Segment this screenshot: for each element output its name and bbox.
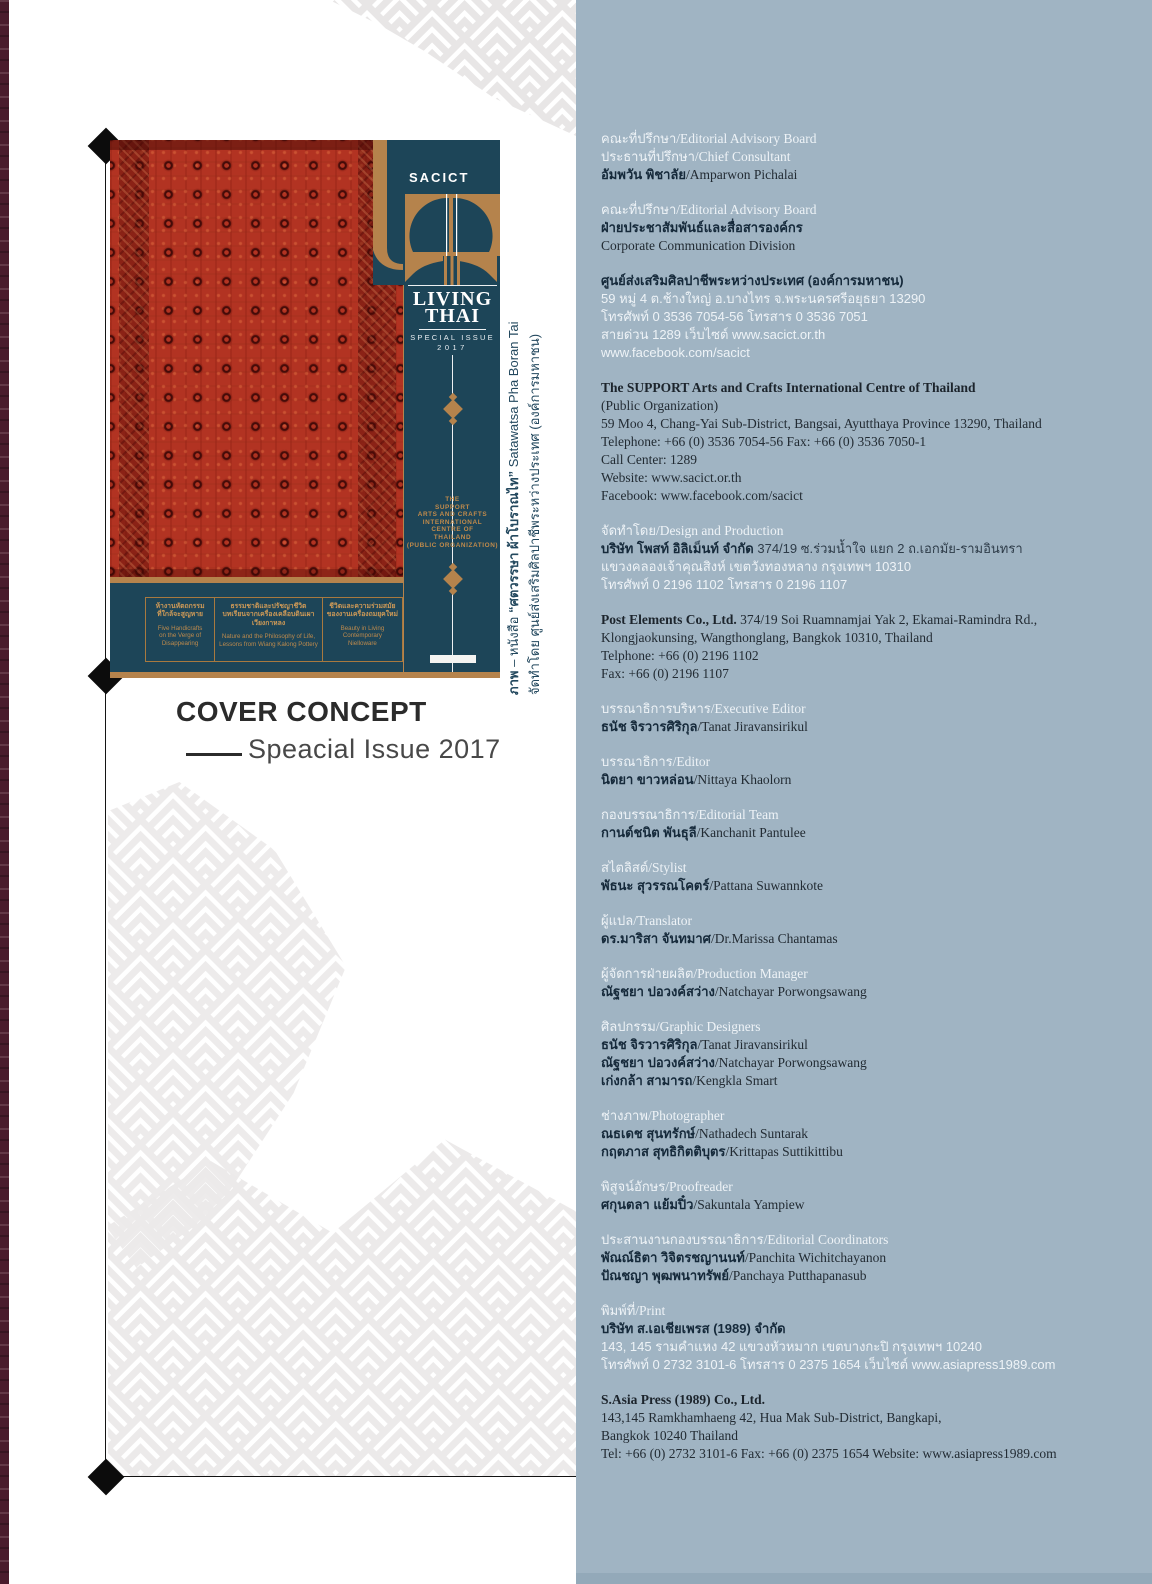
photo-credit-caption [503,285,549,695]
credit-section [601,522,1091,594]
credits-column [601,130,1091,1463]
credit-line: Call Center: 1289 [601,452,697,467]
teaser-english-text: Beauty in Living Contemporary Nielloware [340,624,385,647]
credit-line: ศกุนตลา แย้มปิ๋ว/Sakuntala Yampiew [601,1197,805,1212]
credit-line: จัดทำโดย/Design and Production [601,523,784,538]
credit-line: บริษัท ส.เอเชียเพรส (1989) จำกัด [601,1321,786,1336]
credit-line: นิตยา ขาวหล่อน/Nittaya Khaolorn [601,772,792,787]
title-bottom-rule [419,329,486,330]
support-line: INTERNATIONAL [422,518,483,526]
credit-section [601,700,1091,736]
fabric-bottom-edge [110,569,403,577]
credit-line: 143,145 Ramkhamhaeng 42, Hua Mak Sub-District, Bangkapi, [601,1410,942,1425]
gold-diamond-ornament [443,562,462,596]
cover-concept-subtitle: Speacial Issue 2017 [248,734,501,764]
credit-line: กฤตภาส สุทธิกิตติบุตร/Krittapas Suttikittibu [601,1144,843,1159]
fret-pattern-top [302,0,576,136]
title-top-rule [408,285,497,286]
credit-line: ธนัช จิรวารศิริกุล/Tanat Jiravansirikul [601,719,808,734]
credit-line: www.facebook.com/sacict [601,345,750,360]
credit-line: โทรศัพท์ 0 2196 1102 โทรสาร 0 2196 1107 [601,577,848,592]
credit-line: สายด่วน 1289 เว็บไซต์ www.sacict.or.th [601,327,826,342]
support-line: (PUBLIC ORGANIZATION) [406,541,499,549]
credit-line: อัมพวัน พิชาลัย/Amparwon Pichalai [601,167,798,182]
credit-line: Fax: +66 (0) 2196 1107 [601,666,729,681]
credit-line: กองบรรณาธิการ/Editorial Team [601,807,779,822]
credit-line: Klongjaokunsing, Wangthonglang, Bangkok 10310, Thailand [601,630,933,645]
teaser-cell [146,598,214,661]
fabric-left-selvage [119,140,149,583]
cover-subtitle: SPECIAL ISSUE [410,333,495,342]
support-line: CENTRE OF [431,526,474,534]
credit-line: ณัฐชยา ปอวงค์สว่าง/Natchayar Porwongsawang [601,1055,867,1070]
credit-line: พัธนะ สุวรรณโคตร์/Pattana Suwannkote [601,878,823,893]
credit-line: กานต์ชนิต พันธุลี/Kanchanit Pantulee [601,825,806,840]
page-border-vertical-line [105,146,106,1477]
cover-concept-title: COVER CONCEPT [176,696,427,727]
teaser-cell [214,598,322,661]
credit-line: เก่งกล้า สามารถ/Kengkla Smart [601,1073,778,1088]
credit-section [601,965,1091,1001]
credit-section [601,1231,1091,1285]
credit-line: ณธเดช สุนทรักษ์/Nathadech Suntarak [601,1126,808,1141]
credit-line: Telphone: +66 (0) 2196 1102 [601,648,759,663]
credit-line: พิมพ์ที่/Print [601,1303,666,1318]
teaser-thai-text: ห้างานหัตถกรรม ที่ใกล้จะสูญหาย [155,603,205,619]
credit-section [601,806,1091,842]
credit-line: แขวงคลองเจ้าคุณสิงห์ เขตวังทองหลาง กรุงเทพฯ 10310 [601,559,912,574]
credit-line: ประสานงานกองบรรณาธิการ/Editorial Coordinators [601,1232,889,1247]
support-line: THAILAND [433,533,472,541]
credit-line: 59 หมู่ 4 ต.ช้างใหญ่ อ.บางไทร จ.พระนครศรีอยุธยา 13290 [601,291,926,306]
credit-line: Tel: +66 (0) 2732 3101-6 Fax: +66 (0) 2375 1654 Website: www.asiapress1989.com [601,1446,1057,1461]
credit-line: Facebook: www.facebook.com/sacict [601,488,803,503]
magazine-cover [110,140,500,678]
teaser-thai-text: ชีวิตและความร่วมสมัย ของงานเครื่องถมยุคใหม่ [326,603,398,619]
credit-line: ปัณชญา พุฒพนาทรัพย์/Panchaya Putthapanasub [601,1268,867,1283]
fabric-top-edge [110,140,403,150]
caption-line-1: ภาพ – หนังสือ “ศตวรรษา ผ้าโบราณไท” Satawatsa Pha Boran Tai [506,321,521,695]
credit-line: โทรศัพท์ 0 2732 3101-6 โทรสาร 0 2375 1654 เว็บไซต์ www.asiapress1989.com [601,1357,1056,1372]
gold-divider-bar [110,577,403,583]
credit-line: Telephone: +66 (0) 3536 7054-56 Fax: +66 (0) 3536 7050-1 [601,434,927,449]
credit-section [601,201,1091,255]
credit-line: 59 Moo 4, Chang-Yai Sub-District, Bangsai, Ayutthaya Province 13290, Thailand [601,416,1042,431]
credit-line: Bangkok 10240 Thailand [601,1428,738,1443]
credit-line: Corporate Communication Division [601,238,796,253]
credit-section [601,753,1091,789]
credit-section [601,1107,1091,1161]
credit-section [601,912,1091,948]
credit-section [601,379,1091,505]
credit-line: ประธานที่ปรึกษา/Chief Consultant [601,149,791,164]
teaser-thai-text: ธรรมชาติและปรัชญาชีวิต บทเรียนจากเครื่องเคลือบดินเผา เวียงกาหลง [222,603,315,627]
credit-line: ณัฐชยา ปอวงค์สว่าง/Natchayar Porwongsawang [601,984,867,999]
credit-line: ผู้จัดการฝ่ายผลิต/Production Manager [601,966,808,981]
gold-diamond-ornament [443,392,462,426]
credit-line: สไตลิสต์/Stylist [601,860,687,875]
credit-line: (Public Organization) [601,398,719,413]
cover-year: 2017 [437,343,468,352]
cover-title: LIVING THAI [412,288,493,327]
credit-section [601,272,1091,362]
cover-bottom-gold-bar [110,672,500,678]
support-centre-block [404,496,501,549]
credit-line: ผู้แปล/Translator [601,913,692,928]
credit-line: ฝ่ายประชาสัมพันธ์และสื่อสารองค์กร [601,220,803,235]
teaser-english-text: Five Handicrafts on the Verge of Disappearing [157,624,203,647]
credit-line: พัณณ์ธิตา วิจิตรชญานนท์/Panchita Wichitchayanon [601,1250,887,1265]
caption-line-2: จัดทำโดย ศูนย์ส่งเสริมศิลปาชีพระหว่างประเทศ (องค์การมหาชน) [527,333,542,695]
credit-line: 143, 145 รามคำแหง 42 แขวงหัวหมาก เขตบางกะปิ กรุงเทพฯ 10240 [601,1339,982,1354]
left-edge-pattern-strip [0,0,9,1584]
credit-section [601,611,1091,683]
credit-section [601,1178,1091,1214]
credit-line: ศิลปกรรม/Graphic Designers [601,1019,761,1034]
support-line: ARTS AND CRAFTS [417,511,488,519]
credit-section [601,1391,1091,1463]
teaser-english-text: Nature and the Philosophy of Life, Lessons from Wiang Kalong Pottery [219,633,318,648]
sacict-logo: SACICT [409,170,470,185]
credit-line: พิสูจน์อักษร/Proofreader [601,1179,733,1194]
credit-line: ศูนย์ส่งเสริมศิลปาชีพระหว่างประเทศ (องค์การมหาชน) [601,273,904,288]
credit-line: บรรณาธิการ/Editor [601,754,711,769]
issn-bar [430,655,476,663]
credit-line: บริษัท โพสท์ อิลิเม็นท์ จำกัด 374/19 ซ.ร่วมน้ำใจ แยก 2 ถ.เอกมัย-รามอินทรา [601,541,1023,556]
credit-line: The SUPPORT Arts and Crafts International Centre of Thailand [601,380,976,395]
teaser-cell [322,598,402,661]
credit-line: โทรศัพท์ 0 3536 7054-56 โทรสาร 0 3536 7051 [601,309,868,324]
cover-concept-dash [186,753,242,756]
teaser-box [145,597,403,662]
credit-line: ช่างภาพ/Photographer [601,1108,725,1123]
cover-logo-block [373,140,500,285]
page-border-horizontal-line [106,1476,576,1477]
support-line: THE [445,496,460,503]
credit-section [601,130,1091,184]
credit-line: S.Asia Press (1989) Co., Ltd. [601,1392,766,1407]
credit-line: ดร.มาริสา จันทมาศ/Dr.Marissa Chantamas [601,931,838,946]
credit-line: บรรณาธิการบริหาร/Executive Editor [601,701,806,716]
credit-section [601,1018,1091,1090]
support-line: SUPPORT [434,503,471,511]
column-footer-band [576,1573,1152,1584]
credit-line: คณะที่ปรึกษา/Editorial Advisory Board [601,202,817,217]
credit-line: ธนัช จิรวารศิริกุล/Tanat Jiravansirikul [601,1037,808,1052]
credit-line: คณะที่ปรึกษา/Editorial Advisory Board [601,131,817,146]
credit-line: Website: www.sacict.or.th [601,470,742,485]
credit-section [601,1302,1091,1374]
credit-section [601,859,1091,895]
credit-line: Post Elements Co., Ltd. 374/19 Soi Ruamnamjai Yak 2, Ekamai-Ramindra Rd., [601,612,1038,627]
